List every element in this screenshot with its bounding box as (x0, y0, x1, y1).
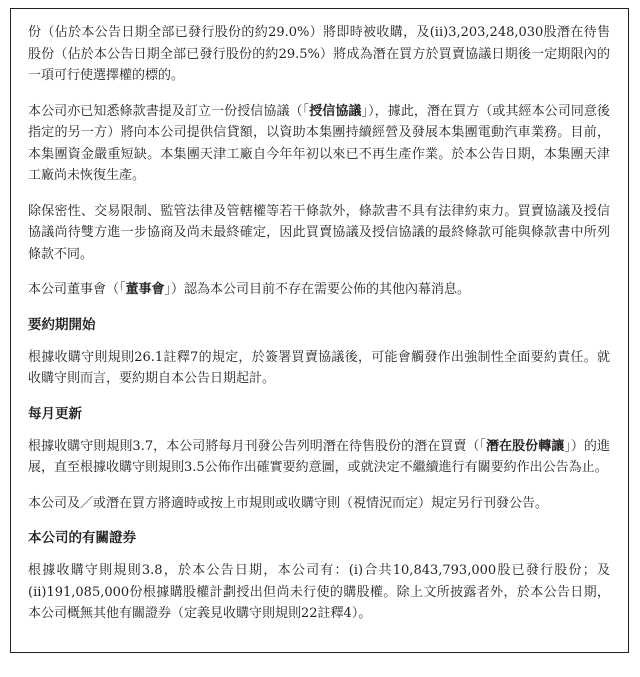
heading-monthly-update: 每月更新 (28, 405, 82, 422)
heading-offer-period: 要約期開始 (28, 316, 96, 333)
paragraph-further-announcements: 本公司及／或潛在買方將適時或按上市規則或收購守則（視情況而定）規定另行刊發公告。 (28, 495, 549, 511)
paragraph-relevant-securities: 根據收購守則規則3.8，於本公告日期，本公司有：(i)合共10,843,793,000股已發行股份；及(ii)191,085,000份根據購股權計劃授出但尚未行使的購股權。除上文所披露者外，於本公告日期，本公司概無其他有關證券（定義見收購守則規則22註釋4）。 (28, 563, 610, 621)
paragraph-share-acquisition: 份（佔於本公告日期全部已發行股份的約29.0%）將即時被收購，及(ii)3,203,248,030股潛在待售股份（佔於本公告日期全部已發行股份的約29.5%）將成為潛在買方於買賣協議日期後一定期限內的一項可行使選擇權的標的。 (28, 25, 610, 83)
paragraph-board: 本公司董事會（「董事會」）認為本公司目前不存在需要公佈的其他內幕消息。 (28, 282, 471, 297)
defined-term-board: 董事會 (125, 282, 165, 297)
document-body (28, 22, 610, 625)
defined-term-credit-agreement: 授信協議 (309, 103, 362, 119)
defined-term-share-transfer: 潛在股份轉讓 (486, 438, 565, 454)
paragraph-term-sheet: 除保密性、交易限制、監管法律及管轄權等若干條款外，條款書不具有法律約束力。買賣協議及授信協議尚待雙方進一步協商及尚未最終確定，因此買賣協議及授信協議的最終條款可能與條款書中所列條款不同。 (28, 203, 610, 262)
paragraph-offer-period: 根據收購守則規則26.1註釋7的規定，於簽署買賣協議後，可能會觸發作出強制性全面要約責任。就收購守則而言，要約期自本公告日期起計。 (28, 349, 610, 386)
heading-relevant-securities: 本公司的有關證券 (28, 530, 136, 546)
paragraph-credit-agreement: 本公司亦已知悉條款書提及訂立一份授信協議（「授信協議」），據此，潛在買方（或其經本公司同意後指定的另一方）將向本公司提供信貸額，以資助本集團持續經營及發展本集團電動汽車業務。目前，本集團資金嚴重短缺。本集團天津工廠自今年年初以來已不再生產作業。於本公告日期，本集團天津工廠尚未恢復生產。 (28, 103, 610, 183)
paragraph-monthly-update: 根據收購守則規則3.7，本公司將每月刊發公告列明潛在待售股份的潛在買賣（「潛在股份轉讓」）的進展，直至根據收購守則規則3.5公佈作出確實要約意圖，或就決定不繼續進行有關要約作出公告為止。 (28, 438, 610, 475)
